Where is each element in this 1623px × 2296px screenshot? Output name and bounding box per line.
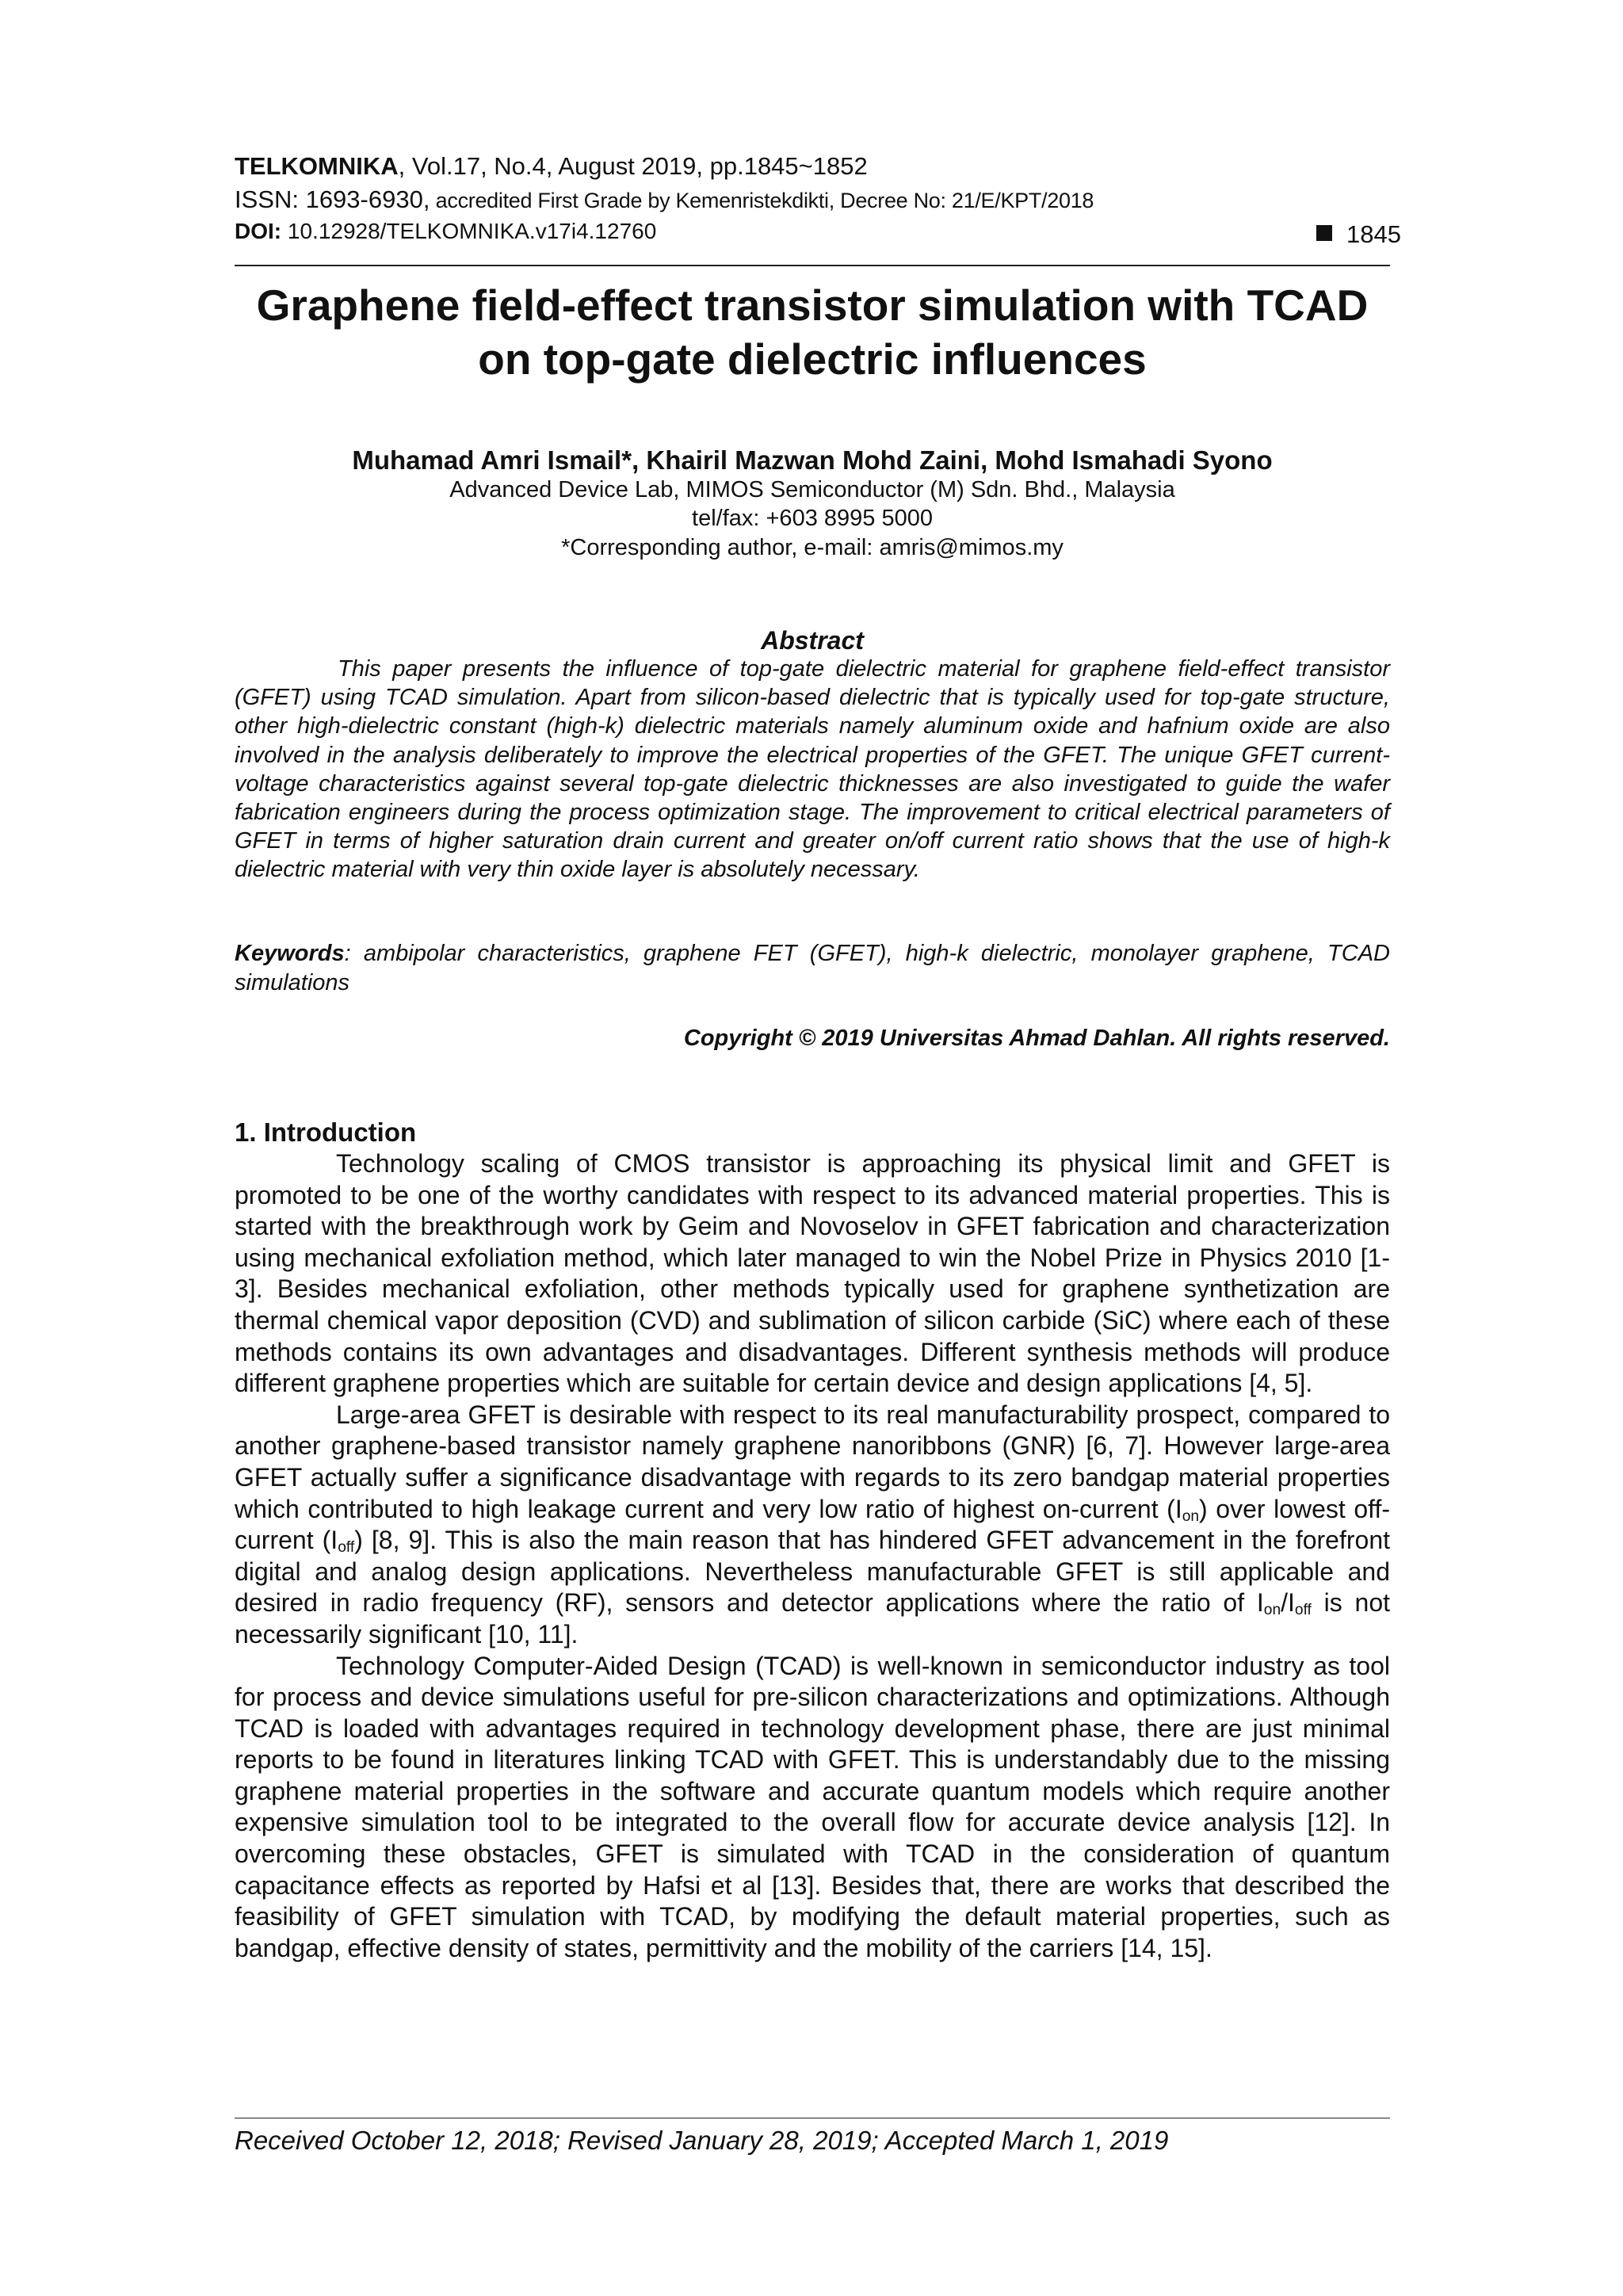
subscript-off: off (338, 1539, 355, 1557)
paragraph-2 (235, 1400, 1390, 1651)
journal-volume: , Vol.17, No.4, August 2019, pp.1845~1852 (398, 152, 868, 180)
paragraph-2-text-c: ) [8, 9]. This is also the main reason that has hindered GFET advancement in the forefront digital and analog design applications. Nevertheless manufacturable GFET is still applicable and desired in radio frequency (RF), sensors and detector applications where the ratio of I (235, 1526, 1391, 1618)
paragraph-2-text-b: ) over lowest off-current (I (235, 1494, 1390, 1555)
header-rule (235, 265, 1390, 266)
doi: 10.12928/TELKOMNIKA.v17i4.12760 (281, 219, 657, 243)
section-heading: 1. Introduction (235, 1117, 417, 1147)
paragraph-2-text-d: /I (1281, 1588, 1295, 1618)
abstract-text: This paper presents the influence of top-gate dielectric material for graphene field-effect transistor (GFET) using TCAD simulation. Apart from silicon-based dielectric that is typically used for top-gate structure, other high-dielectric constant (high-k) dielectric materials namely aluminum oxide and hafnium oxide are also involved in the analysis deliberately to improve the electrical properties of the GFET. The unique GFET current-voltage characteristics against several top-gate dielectric thicknesses are also investigated to guide the wafer fabrication engineers during the process optimization stage. The improvement to critical electrical parameters of GFET in terms of higher saturation drain current and greater on/off current ratio shows that the use of high-k dielectric material with very thin oxide layer is absolutely necessary. (235, 656, 1390, 883)
received-dates: Received October 12, 2018; Revised January 28, 2019; Accepted March 1, 2019 (235, 2126, 1169, 2155)
tel-fax: tel/fax: +603 8995 5000 (692, 506, 933, 531)
subscript-on: on (1182, 1507, 1200, 1525)
subscript-off: off (1294, 1602, 1312, 1619)
doi-label: DOI: (235, 219, 282, 243)
authors: Muhamad Amri Ismail*, Khairil Mazwan Mohd Zaini, Mohd Ismahadi Syono (352, 445, 1273, 475)
subscript-on: on (1263, 1602, 1281, 1619)
paper-title (235, 279, 1390, 386)
page-number (1316, 220, 1401, 249)
paragraph-3: Technology Computer-Aided Design (TCAD) is well-known in semiconductor industry as tool for process and device simulations useful for pre-silicon characterizations and optimizations. Although TCAD is loaded with advantages required in technology development phase, there are just minimal reports to be found in literatures linking TCAD with GFET. This is understandably due to the missing graphene material properties in the software and accurate quantum models which require another expensive simulation tool to be integrated to the overall flow for accurate device analysis [12]. In overcoming these obstacles, GFET is simulated with TCAD in the consideration of quantum capacitance effects as reported by Hafsi et al [13]. Besides that, there are works that described the feasibility of GFET simulation with TCAD, by modifying the default material properties, such as bandgap, effective density of states, permittivity and the mobility of the carriers [14, 15]. (235, 1651, 1390, 1962)
corresponding-email: *Corresponding author, e-mail: amris@mimos.my (561, 535, 1064, 560)
doi-line (235, 219, 1400, 244)
abstract-heading: Abstract (761, 626, 864, 655)
issn: ISSN: 1693-6930, (235, 185, 430, 213)
copyright: Copyright © 2019 Universitas Ahmad Dahlan. All rights reserved. (683, 1026, 1390, 1051)
paragraph-2-text-a: Large-area GFET is desirable with respect to its real manufacturability prospect, compared to another graphene-based transistor namely graphene nanoribbons (GNR) [6, 7]. However large-area GFET actually suffer a significance disadvantage with regards to its zero bandgap material properties which contributed to high leakage current and very low ratio of highest on-current (I (235, 1400, 1390, 1523)
keywords (235, 939, 1390, 998)
paragraph-1: Technology scaling of CMOS transistor is approaching its physical limit and GFET is promoted to be one of the worthy candidates with respect to its advanced material properties. This is started with the breakthrough work by Geim and Novoselov in GFET fabrication and characterization using mechanical exfoliation method, which later managed to win the Nobel Prize in Physics 2010 [1-3]. Besides mechanical exfoliation, other methods typically used for graphene synthetization are thermal chemical vapor deposition (CVD) and sublimation of silicon carbide (SiC) where each of these methods contains its own advantages and disadvantages. Different synthesis methods will produce different graphene properties which are suitable for certain device and design applications [4, 5]. (235, 1149, 1390, 1398)
title-line-1: Graphene field-effect transistor simulation with TCAD (256, 281, 1369, 330)
section-body (235, 1148, 1390, 1964)
keywords-label: Keywords (235, 941, 345, 966)
title-line-2: on top-gate dielectric influences (478, 334, 1147, 384)
square-bullet-icon (1316, 225, 1332, 241)
accreditation: accredited First Grade by Kemenristekdikti, Decree No: 21/E/KPT/2018 (430, 189, 1094, 212)
journal-name: TELKOMNIKA (235, 152, 399, 180)
affiliation: Advanced Device Lab, MIMOS Semiconductor (M) Sdn. Bhd., Malaysia (449, 477, 1175, 502)
journal-header-line (235, 152, 1400, 181)
issn-line (235, 185, 1400, 214)
paragraph-2-text-e: is not necessarily significant [10, 11]. (235, 1588, 1391, 1648)
page-number-value: 1845 (1346, 220, 1401, 248)
keywords-text: : ambipolar characteristics, graphene FET (GFET), high-k dielectric, monolayer graphene, TCAD simulations (235, 941, 1390, 995)
